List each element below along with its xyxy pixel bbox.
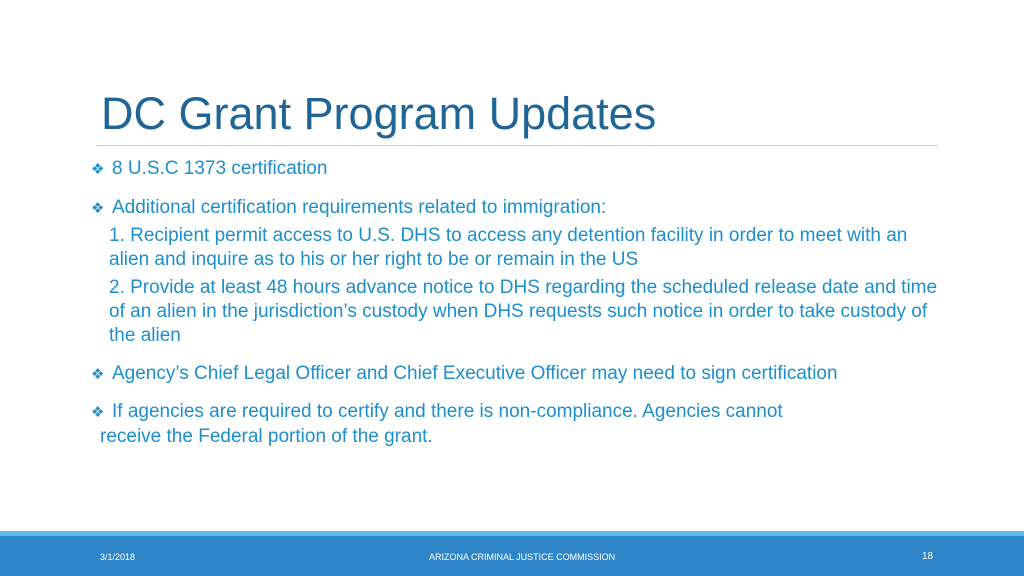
sub-item-advance-notice: 2. Provide at least 48 hours advance notice to DHS regarding the scheduled release date and time of an alien in the jurisdiction’s custody when DHS requests such notice in order to take custody of the alien: [109, 277, 938, 346]
bullet-continuation-text: receive the Federal portion of the grant.: [100, 426, 433, 447]
sub-item-dhs-access: 1. Recipient permit access to U.S. DHS to access any detention facility in order to meet with an alien and inquire as to his or her right to be or remain in the US: [109, 225, 908, 270]
bullet-text: Additional certification requirements related to immigration:: [112, 197, 607, 218]
diamond-bullet-icon: ❖: [91, 366, 105, 383]
title-divider: [96, 145, 938, 146]
footer-date: 3/1/2018: [100, 552, 136, 562]
bullet-certification: [91, 157, 951, 182]
diamond-bullet-icon: ❖: [91, 161, 105, 178]
bullet-non-compliance: [91, 400, 951, 449]
footer-organization: ARIZONA CRIMINAL JUSTICE COMMISSION: [429, 552, 616, 562]
bullet-text: 8 U.S.C 1373 certification: [112, 158, 328, 179]
bullet-officer-signature: [91, 362, 951, 387]
slide-title: DC Grant Program Updates: [101, 88, 657, 139]
bullet-text: If agencies are required to certify and there is non-compliance. Agencies cannot: [112, 401, 783, 422]
diamond-bullet-icon: ❖: [91, 200, 105, 217]
diamond-bullet-icon: ❖: [91, 404, 105, 421]
bullet-text: Agency’s Chief Legal Officer and Chief Executive Officer may need to sign certification: [112, 363, 838, 384]
footer-page-number: 18: [922, 551, 934, 562]
bullet-additional-requirements: [91, 196, 951, 221]
